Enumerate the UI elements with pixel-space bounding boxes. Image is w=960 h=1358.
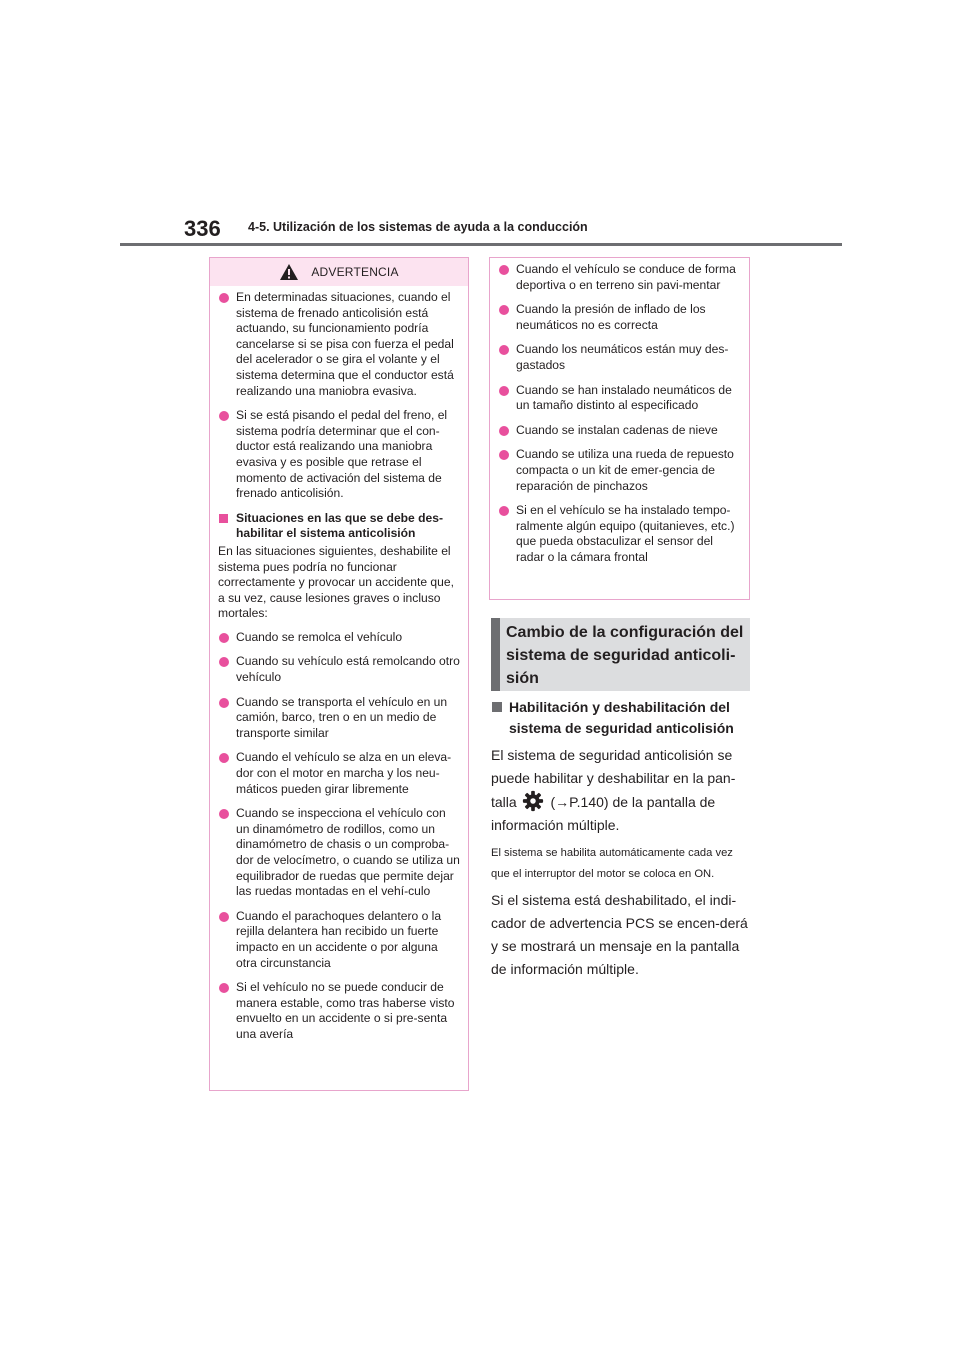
warning-box (209, 257, 469, 1091)
bullet-dot-icon (499, 506, 509, 516)
section-title-line: sión (506, 670, 539, 687)
bullet-dot-icon (499, 450, 509, 460)
paragraph-enable: El sistema de seguridad anticolisión se puede habilitar y deshabilitar en la pan-talla (→P.140) de la pantalla de información múltiple. (491, 747, 736, 833)
warning-header (210, 258, 468, 286)
list-item: Si se está pisando el pedal del freno, el sistema podría determinar que el con-ductor está realizando una maniobra evasiva y es posible que retrase el momento de activación del sistema de frenado anticolisión. (218, 408, 460, 502)
bullet-dot-icon (219, 912, 229, 922)
list-item: Cuando se transporta el vehículo en un camión, barco, tren o en un medio de transporte similar (218, 695, 460, 742)
list-item: Cuando su vehículo está remolcando otro vehículo (218, 654, 460, 685)
gear-icon (522, 790, 544, 812)
bullet-dot-icon (499, 305, 509, 315)
page-number: 336 (184, 216, 221, 241)
section-header: 4-5. Utilización de los sistemas de ayuda a la conducción (248, 220, 588, 234)
bullet-dot-icon (499, 386, 509, 396)
section-title-line: Cambio de la configuración del (506, 624, 744, 641)
bullet-dot-icon (499, 345, 509, 355)
bullet-dot-icon (219, 293, 229, 303)
list-item: Cuando el parachoques delantero o la rejilla delantera han recibido un fuerte impacto en un accidente o por alguna otra circunstancia (218, 909, 460, 971)
list-item: Cuando se instalan cadenas de nieve (498, 423, 741, 439)
paragraph-disabled: Si el sistema está deshabilitado, el indi-cador de advertencia PCS se encen-derá y se mostrará un mensaje en la pantalla de información múltiple. (491, 892, 748, 977)
bullet-dot-icon (219, 657, 229, 667)
list-item: Cuando se utiliza una rueda de repuesto compacta o un kit de emer-gencia de reparación de pinchazos (498, 447, 741, 494)
warning-intro: En las situaciones siguientes, deshabilite el sistema pues podría no funcionar correctamente y provocar un accidente que, a su vez, cause lesiones graves o incluso mortales: (218, 543, 454, 621)
square-bullet-icon (492, 702, 502, 712)
bullet-dot-icon (219, 633, 229, 643)
list-item: Cuando la presión de inflado de los neumáticos no es correcta (498, 302, 741, 333)
main-content (491, 697, 753, 987)
list-item: En determinadas situaciones, cuando el sistema de frenado anticolisión está actuando, su funcionamiento podría cancelarse si se pisa con fuerza el pedal del acelerador o se gira el volante y el sistema determina que el conductor está realizando una maniobra evasiva. (218, 290, 460, 399)
section-title (491, 618, 750, 691)
subheading: Habilitación y deshabilitación del sistema de seguridad anticolisión (491, 697, 753, 739)
list-item: Cuando se remolca el vehículo (218, 630, 460, 646)
bullet-dot-icon (219, 753, 229, 763)
bullet-dot-icon (219, 983, 229, 993)
bullet-dot-icon (219, 698, 229, 708)
list-item: Cuando los neumáticos están muy des-gastados (498, 342, 741, 373)
section-title-line: sistema de seguridad anticoli- (506, 647, 736, 664)
warning-box-continued (489, 257, 750, 600)
list-item: Cuando el vehículo se conduce de forma deportiva o en terreno sin pavi-mentar (498, 262, 741, 293)
warning-triangle-icon (279, 263, 299, 281)
header-rule (120, 243, 842, 246)
warning-subheading: Situaciones en las que se debe des-habilitar el sistema anticolisión (218, 511, 460, 542)
paragraph-note: El sistema se habilita automáticamente cada vez que el interruptor del motor se coloca en ON. (491, 847, 733, 880)
square-bullet-icon (219, 514, 228, 523)
bullet-dot-icon (219, 411, 229, 421)
list-item: Si en el vehículo se ha instalado tempo-ralmente algún equipo (quitanieves, etc.) que pueda obstaculizar el sensor del radar o la cámara frontal (498, 503, 741, 565)
warning-title: ADVERTENCIA (311, 265, 399, 279)
bullet-dot-icon (219, 809, 229, 819)
list-item: Si el vehículo no se puede conducir de manera estable, como tras haberse visto envuelto en un accidente o si pre-senta una avería (218, 980, 460, 1042)
bullet-dot-icon (499, 426, 509, 436)
bullet-dot-icon (499, 265, 509, 275)
list-item: Cuando el vehículo se alza en un eleva-dor con el motor en marcha y los neu-máticos pueden girar libremente (218, 750, 460, 797)
list-item: Cuando se inspecciona el vehículo con un dinamómetro de rodillos, como un dinamómetro de chasis o un comproba-dor de velocímetro, o cuando se utiliza un equilibrador de ruedas que permite dejar las ruedas montadas en el vehí-culo (218, 806, 460, 900)
list-item: Cuando se han instalado neumáticos de un tamaño distinto al especificado (498, 383, 741, 414)
